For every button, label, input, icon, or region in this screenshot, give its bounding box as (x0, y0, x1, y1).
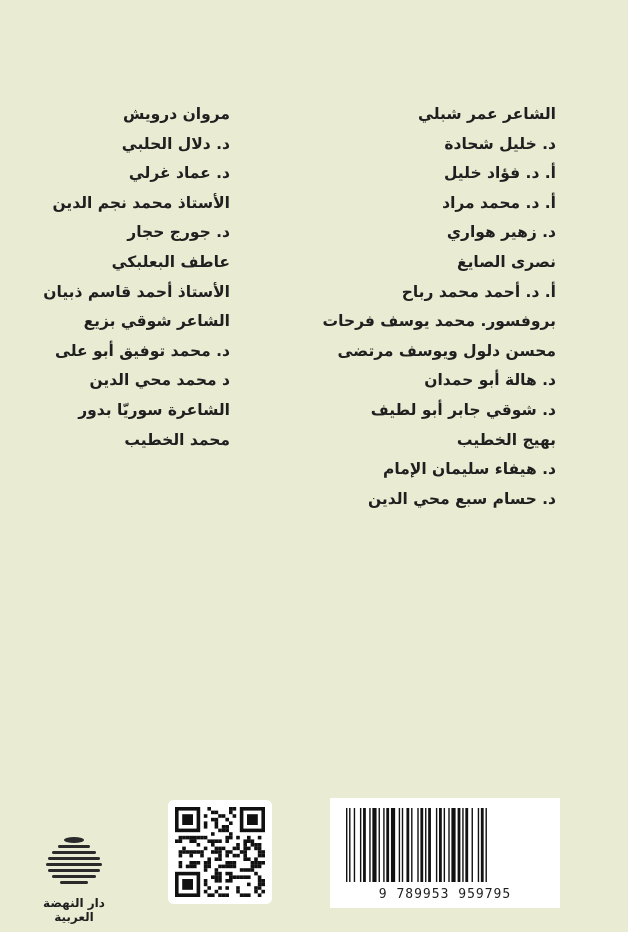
contributor-name: بهيج الخطيب (456, 430, 556, 449)
contributor-name: د. محمد توفيق أبو على (55, 341, 230, 360)
contributor-name: عاطف البعلبكي (111, 252, 230, 271)
contributor-name: د. شوقي جابر أبو لطيف (370, 400, 556, 419)
contributor-name: نصرى الصايغ (457, 252, 556, 271)
contributors-right-column (316, 100, 556, 514)
contributor-name: أ. د. أحمد محمد رباح (401, 282, 556, 301)
isbn-barcode (330, 798, 560, 908)
contributor-name: أ. د. فؤاد خليل (443, 164, 556, 183)
contributor-name: د. دلال الحلبي (121, 134, 230, 153)
contributor-name: د. هالة أبو حمدان (424, 371, 556, 390)
contributor-name: أ. د. محمد مراد (442, 193, 556, 212)
contributor-name: محمد الخطيب (124, 430, 230, 449)
qr-code (168, 800, 272, 904)
contributor-name: الشاعرة سوريّا بدور (78, 400, 230, 419)
isbn-number: 9 789953 959795 (378, 887, 512, 902)
qr-code-icon (175, 807, 265, 897)
contributor-name: بروفسور. محمد يوسف فرحات (322, 312, 556, 331)
contributor-name: د. حسام سبع محي الدين (367, 489, 556, 508)
contributor-name: د. زهير هواري (446, 223, 556, 242)
contributor-name: د. عماد غرلي (128, 164, 230, 183)
contributor-name: محسن دلول ويوسف مرتضى (337, 341, 556, 360)
contributor-name: الأستاذ محمد نجم الدين (52, 193, 230, 212)
publisher-name: دار النهضة العربية (43, 896, 105, 924)
barcode-bars (342, 808, 548, 882)
contributor-name: د محمد محي الدين (89, 371, 230, 390)
contributor-name: مروان درويش (122, 105, 230, 123)
contributors-left-column (30, 100, 230, 455)
contributor-name: الأستاذ أحمد قاسم ذبيان (43, 282, 230, 301)
publisher-emblem-icon (42, 834, 106, 886)
publisher-logo (22, 834, 126, 924)
contributor-name: الشاعر شوقي بزيع (83, 312, 230, 331)
contributor-name: د. جورج حجار (127, 223, 230, 242)
contributor-name: د. خليل شحادة (444, 134, 556, 153)
contributor-name: د. هيفاء سليمان الإمام (383, 460, 556, 479)
contributor-name: الشاعر عمر شبلي (418, 105, 556, 123)
